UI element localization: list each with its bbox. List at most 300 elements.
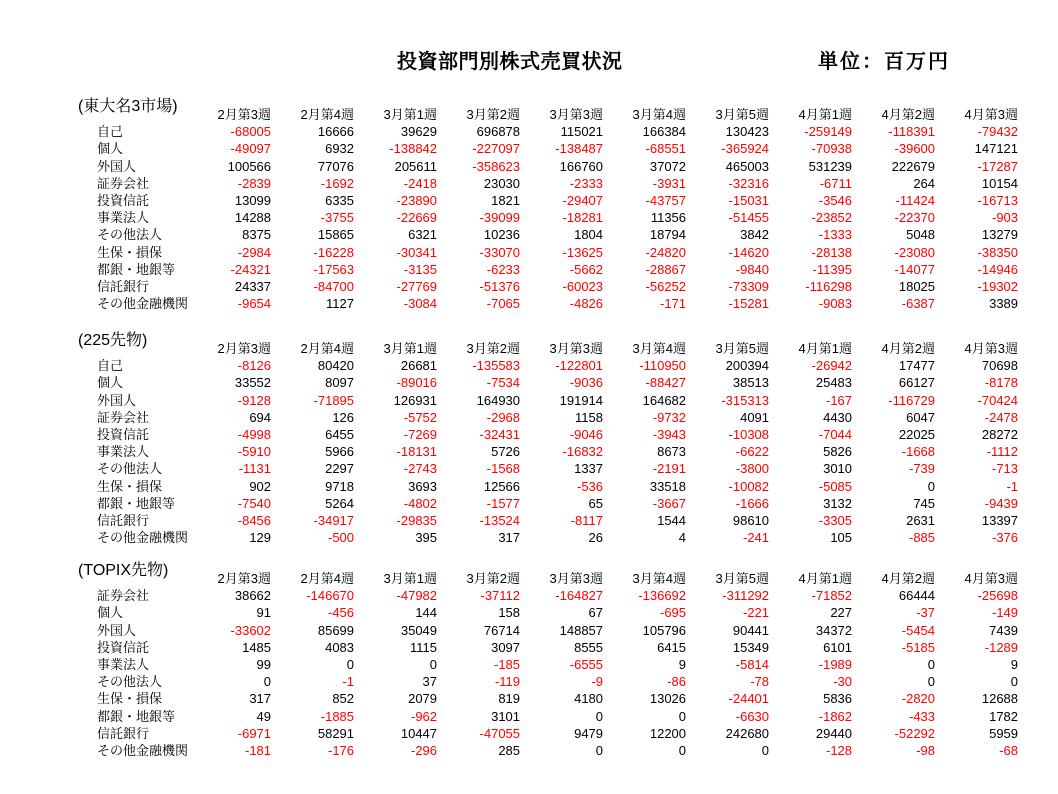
value-cell: 6047 — [906, 409, 936, 425]
value-cell: 395 — [415, 530, 438, 546]
value-cell: -9439 — [984, 495, 1019, 511]
value-cell: -1 — [342, 674, 355, 690]
value-cell: 25483 — [815, 375, 853, 391]
value-cell: -33602 — [230, 622, 272, 638]
value-cell: -6387 — [901, 296, 936, 312]
value-cell: -24321 — [230, 261, 272, 277]
week-header: 3月第1週 — [383, 107, 438, 122]
row-label: 投資信託 — [97, 639, 150, 655]
week-header: 4月第3週 — [964, 571, 1019, 586]
value-cell: 98610 — [732, 513, 770, 529]
value-cell: 8555 — [574, 639, 604, 655]
value-cell: -1568 — [486, 461, 521, 477]
value-cell: -536 — [576, 478, 604, 494]
value-cell: -2984 — [237, 244, 272, 260]
value-cell: 317 — [249, 691, 272, 707]
value-cell: 4091 — [740, 409, 770, 425]
table-row — [97, 443, 1020, 460]
value-cell: -8126 — [237, 358, 272, 374]
value-cell: -39600 — [894, 141, 936, 157]
value-cell: 144 — [415, 605, 438, 621]
value-cell: -68005 — [230, 124, 272, 140]
week-header: 3月第2週 — [466, 571, 521, 586]
value-cell: -14946 — [977, 261, 1019, 277]
section-label: (TOPIX先物) — [78, 562, 169, 579]
table-row — [97, 708, 1020, 725]
value-cell: 35049 — [400, 622, 438, 638]
value-cell: -358623 — [472, 158, 521, 174]
value-cell: -259149 — [804, 124, 853, 140]
table-row — [97, 656, 1020, 673]
value-cell: 1158 — [575, 409, 604, 425]
value-cell: -68 — [999, 743, 1019, 759]
row-label: 証券会社 — [97, 175, 150, 191]
value-cell: 4083 — [325, 639, 355, 655]
data-table — [97, 106, 1020, 312]
value-cell: -5454 — [901, 622, 936, 638]
value-cell: 33552 — [234, 375, 272, 391]
value-cell: -2478 — [984, 409, 1019, 425]
value-cell: -962 — [410, 708, 438, 724]
row-label: 都銀・地銀等 — [97, 495, 176, 511]
table-row — [97, 357, 1020, 374]
week-header: 3月第5週 — [715, 571, 770, 586]
value-cell: 6335 — [325, 193, 355, 209]
value-cell: 164930 — [476, 392, 521, 408]
row-label: 外国人 — [97, 158, 137, 174]
week-header: 2月第4週 — [300, 341, 355, 356]
value-cell: -903 — [991, 210, 1019, 226]
value-cell: -7269 — [403, 427, 438, 443]
value-cell: -43757 — [645, 193, 687, 209]
table-row — [97, 192, 1020, 209]
value-cell: -88427 — [645, 375, 687, 391]
value-cell: -68551 — [645, 141, 687, 157]
table-row — [97, 261, 1020, 278]
value-cell: 2079 — [408, 691, 438, 707]
value-cell: -149 — [991, 605, 1019, 621]
value-cell: 0 — [595, 708, 604, 724]
value-cell: 317 — [498, 530, 521, 546]
table-row — [97, 175, 1020, 192]
value-cell: 23030 — [483, 175, 521, 191]
value-cell: 148857 — [559, 622, 604, 638]
value-cell: -13524 — [479, 513, 521, 529]
value-cell: 15865 — [317, 227, 355, 243]
value-cell: -185 — [493, 657, 521, 673]
value-cell: 1115 — [410, 639, 438, 655]
week-header: 2月第4週 — [300, 571, 355, 586]
value-cell: 16666 — [317, 124, 355, 140]
value-cell: 164682 — [642, 392, 687, 408]
value-cell: 3389 — [989, 296, 1019, 312]
value-cell: -5662 — [569, 261, 604, 277]
value-cell: 22025 — [898, 427, 936, 443]
value-cell: -9654 — [237, 296, 272, 312]
value-cell: 9 — [1010, 657, 1019, 673]
value-cell: 58291 — [317, 725, 355, 741]
value-cell: 17477 — [898, 358, 936, 374]
value-cell: 28272 — [981, 427, 1019, 443]
week-header: 2月第4週 — [300, 107, 355, 122]
row-label: その他金融機関 — [97, 530, 189, 546]
value-cell: -47982 — [396, 588, 438, 604]
table-row — [97, 295, 1020, 312]
value-cell: -713 — [991, 461, 1019, 477]
table-row — [97, 742, 1020, 759]
table-row — [97, 478, 1020, 495]
value-cell: 3097 — [491, 639, 521, 655]
table-row — [97, 158, 1020, 175]
row-label: 信託銀行 — [97, 513, 150, 529]
value-cell: -19302 — [977, 279, 1019, 295]
value-cell: 37072 — [649, 158, 687, 174]
week-header: 3月第4週 — [632, 571, 687, 586]
value-cell: 18025 — [898, 279, 936, 295]
value-cell: 1782 — [989, 708, 1019, 724]
value-cell: 1804 — [574, 227, 604, 243]
value-cell: -84700 — [313, 279, 355, 295]
table-row — [97, 409, 1020, 426]
value-cell: -86 — [667, 674, 687, 690]
value-cell: -47055 — [479, 725, 521, 741]
week-header: 3月第5週 — [715, 341, 770, 356]
value-cell: -3755 — [320, 210, 355, 226]
row-label: 都銀・地銀等 — [97, 261, 176, 277]
table-row — [97, 426, 1020, 443]
data-table — [97, 340, 1020, 546]
week-header: 4月第1週 — [798, 107, 853, 122]
value-cell: -28867 — [645, 261, 687, 277]
value-cell: 66444 — [898, 588, 936, 604]
week-header: 4月第2週 — [881, 107, 936, 122]
value-cell: -2418 — [403, 175, 438, 191]
row-label: 自己 — [97, 358, 124, 374]
value-cell: -6622 — [735, 444, 770, 460]
value-cell: 465003 — [725, 158, 770, 174]
value-cell: -138842 — [389, 141, 438, 157]
value-cell: -9128 — [237, 392, 272, 408]
table-row — [97, 495, 1020, 512]
value-cell: -2820 — [901, 691, 936, 707]
value-cell: 5826 — [823, 444, 853, 460]
value-cell: 3101 — [491, 708, 521, 724]
value-cell: 5264 — [325, 495, 355, 511]
week-header: 4月第3週 — [964, 341, 1019, 356]
value-cell: 694 — [249, 409, 272, 425]
value-cell: 222679 — [891, 158, 936, 174]
value-cell: 38662 — [234, 588, 272, 604]
value-cell: -3943 — [652, 427, 687, 443]
row-label: 証券会社 — [97, 588, 150, 604]
value-cell: 105796 — [642, 622, 687, 638]
data-table — [97, 570, 1020, 759]
value-cell: 34372 — [815, 622, 853, 638]
value-cell: -116298 — [805, 279, 853, 295]
value-cell: -51455 — [728, 210, 770, 226]
value-cell: -22370 — [894, 210, 936, 226]
week-header: 3月第1週 — [383, 571, 438, 586]
row-label: 証券会社 — [97, 409, 150, 425]
value-cell: 0 — [1010, 674, 1019, 690]
value-cell: 902 — [249, 478, 272, 494]
value-cell: -23890 — [396, 193, 438, 209]
value-cell: -79432 — [977, 124, 1019, 140]
value-cell: 9 — [678, 657, 687, 673]
row-label: 個人 — [97, 605, 124, 621]
value-cell: -39099 — [479, 210, 521, 226]
value-cell: 0 — [927, 657, 936, 673]
value-cell: -89016 — [396, 375, 438, 391]
week-header: 3月第3週 — [549, 571, 604, 586]
value-cell: 227 — [830, 605, 853, 621]
value-cell: 7439 — [989, 622, 1019, 638]
value-cell: -122801 — [555, 358, 604, 374]
value-cell: 99 — [256, 657, 272, 673]
value-cell: 0 — [761, 743, 770, 759]
value-cell: -181 — [244, 743, 272, 759]
table-row — [97, 673, 1020, 690]
week-header: 4月第1週 — [798, 341, 853, 356]
value-cell: -1885 — [320, 708, 355, 724]
value-cell: -14077 — [894, 261, 936, 277]
value-cell: 13279 — [981, 227, 1019, 243]
row-label: 投資信託 — [97, 427, 150, 443]
value-cell: 2297 — [325, 461, 355, 477]
value-cell: -34917 — [313, 513, 355, 529]
value-cell: -3546 — [818, 193, 853, 209]
value-cell: -1862 — [818, 708, 853, 724]
value-cell: -171 — [659, 296, 687, 312]
value-cell: 1337 — [574, 461, 604, 477]
value-cell: -2333 — [569, 175, 604, 191]
value-cell: -33070 — [479, 244, 521, 260]
row-label: 投資信託 — [97, 193, 150, 209]
value-cell: -38350 — [977, 244, 1019, 260]
value-cell: -27769 — [396, 279, 438, 295]
value-cell: -136692 — [638, 588, 687, 604]
value-cell: 0 — [263, 674, 272, 690]
value-cell: 77076 — [317, 158, 355, 174]
value-cell: -695 — [659, 605, 687, 621]
value-cell: 126931 — [393, 392, 438, 408]
value-cell: -24820 — [645, 244, 687, 260]
value-cell: -9 — [591, 674, 604, 690]
row-label: 事業法人 — [97, 444, 150, 460]
table-row — [97, 604, 1020, 621]
value-cell: 91 — [256, 605, 272, 621]
value-cell: 33518 — [649, 478, 687, 494]
value-cell: 3842 — [740, 227, 770, 243]
week-header: 4月第2週 — [881, 571, 936, 586]
value-cell: -9083 — [818, 296, 853, 312]
value-cell: -1668 — [901, 444, 936, 460]
value-cell: 242680 — [725, 725, 770, 741]
week-header-row — [97, 106, 1020, 123]
value-cell: -241 — [742, 530, 770, 546]
value-cell: -78 — [750, 674, 770, 690]
row-label: 自己 — [97, 124, 124, 140]
value-cell: -885 — [908, 530, 936, 546]
value-cell: 90441 — [732, 622, 770, 638]
value-cell: 1485 — [242, 639, 272, 655]
table-row — [97, 639, 1020, 656]
value-cell: -116729 — [888, 392, 936, 408]
value-cell: -167 — [825, 392, 853, 408]
value-cell: -16713 — [977, 193, 1019, 209]
value-cell: 745 — [913, 495, 936, 511]
value-cell: 130423 — [725, 124, 770, 140]
value-cell: -23852 — [811, 210, 853, 226]
value-cell: 6101 — [823, 639, 853, 655]
value-cell: 10447 — [400, 725, 438, 741]
value-cell: 158 — [498, 605, 521, 621]
table-row — [97, 587, 1020, 604]
value-cell: -49097 — [230, 141, 272, 157]
section-label: (225先物) — [78, 332, 148, 349]
value-cell: -18131 — [396, 444, 438, 460]
row-label: 信託銀行 — [97, 725, 150, 741]
value-cell: 18794 — [649, 227, 687, 243]
row-label: 個人 — [97, 141, 124, 157]
value-cell: 65 — [588, 495, 604, 511]
value-cell: -4826 — [569, 296, 604, 312]
value-cell: -1131 — [238, 461, 272, 477]
value-cell: 166384 — [642, 124, 687, 140]
value-cell: 37 — [422, 674, 438, 690]
value-cell: 819 — [498, 691, 521, 707]
value-cell: 200394 — [725, 358, 770, 374]
row-label: 外国人 — [97, 622, 137, 638]
value-cell: -25698 — [977, 588, 1019, 604]
unit-label: 単位：百万円 — [818, 51, 950, 73]
value-cell: -5752 — [403, 409, 438, 425]
value-cell: -221 — [742, 605, 770, 621]
value-cell: -5814 — [735, 657, 770, 673]
value-cell: 10236 — [483, 227, 521, 243]
value-cell: -60023 — [562, 279, 604, 295]
value-cell: 3010 — [823, 461, 853, 477]
value-cell: -9840 — [735, 261, 770, 277]
value-cell: -739 — [908, 461, 936, 477]
value-cell: -26942 — [811, 358, 853, 374]
value-cell: -71895 — [313, 392, 355, 408]
value-cell: -10308 — [728, 427, 770, 443]
value-cell: -70424 — [977, 392, 1019, 408]
value-cell: 2631 — [906, 513, 936, 529]
value-cell: -6555 — [569, 657, 604, 673]
value-cell: -135583 — [472, 358, 521, 374]
value-cell: -2968 — [486, 409, 521, 425]
value-cell: 531239 — [808, 158, 853, 174]
value-cell: 14288 — [234, 210, 272, 226]
value-cell: -296 — [410, 743, 438, 759]
section-3 — [0, 557, 1058, 759]
value-cell: 24337 — [234, 279, 272, 295]
value-cell: 285 — [498, 743, 521, 759]
value-cell: 12200 — [649, 725, 687, 741]
value-cell: -1333 — [818, 227, 853, 243]
week-header: 3月第4週 — [632, 107, 687, 122]
value-cell: 129 — [249, 530, 272, 546]
value-cell: 13099 — [234, 193, 272, 209]
value-cell: -2839 — [237, 175, 272, 191]
value-cell: -110950 — [639, 358, 687, 374]
value-cell: -17287 — [977, 158, 1019, 174]
value-cell: -3084 — [403, 296, 438, 312]
row-label: 事業法人 — [97, 210, 150, 226]
table-row — [97, 622, 1020, 639]
value-cell: -176 — [327, 743, 355, 759]
value-cell: -119 — [494, 674, 521, 690]
value-cell: 191914 — [559, 392, 604, 408]
value-cell: -315313 — [721, 392, 770, 408]
value-cell: -3667 — [652, 495, 687, 511]
value-cell: 10154 — [981, 175, 1019, 191]
value-cell: -3800 — [735, 461, 770, 477]
week-header: 3月第1週 — [383, 341, 438, 356]
table-row — [97, 725, 1020, 742]
value-cell: -2743 — [403, 461, 438, 477]
value-cell: 76714 — [483, 622, 521, 638]
value-cell: -500 — [327, 530, 355, 546]
value-cell: 5726 — [491, 444, 521, 460]
value-cell: 26 — [588, 530, 604, 546]
row-label: その他法人 — [97, 461, 163, 477]
value-cell: 26681 — [400, 358, 438, 374]
value-cell: -3305 — [818, 513, 853, 529]
value-cell: 4180 — [574, 691, 604, 707]
value-cell: -15031 — [728, 193, 770, 209]
value-cell: -1692 — [320, 175, 355, 191]
value-cell: 80420 — [317, 358, 355, 374]
row-label: その他金融機関 — [97, 296, 189, 312]
value-cell: -29835 — [396, 513, 438, 529]
row-label: その他法人 — [97, 674, 163, 690]
row-label: 事業法人 — [97, 657, 150, 673]
value-cell: 3132 — [823, 495, 853, 511]
value-cell: -118391 — [888, 124, 936, 140]
row-label: その他法人 — [97, 227, 163, 243]
week-header: 3月第2週 — [466, 107, 521, 122]
table-row — [97, 374, 1020, 391]
value-cell: 8097 — [325, 375, 355, 391]
value-cell: -5185 — [901, 639, 936, 655]
value-cell: 38513 — [732, 375, 770, 391]
row-label: 外国人 — [97, 392, 137, 408]
value-cell: -456 — [327, 605, 355, 621]
value-cell: -128 — [825, 743, 853, 759]
value-cell: -6233 — [486, 261, 521, 277]
value-cell: -5085 — [818, 478, 853, 494]
value-cell: -29407 — [562, 193, 604, 209]
value-cell: 12566 — [483, 478, 521, 494]
value-cell: 4 — [678, 530, 687, 546]
value-cell: 852 — [332, 691, 355, 707]
week-header: 2月第3週 — [217, 107, 272, 122]
value-cell: -7044 — [818, 427, 853, 443]
value-cell: -3931 — [652, 175, 687, 191]
value-cell: -14620 — [728, 244, 770, 260]
value-cell: -4802 — [403, 495, 438, 511]
value-cell: -8456 — [237, 513, 272, 529]
row-label: 生保・損保 — [97, 478, 163, 494]
week-header-row — [97, 570, 1020, 587]
value-cell: -30341 — [396, 244, 438, 260]
value-cell: -1989 — [818, 657, 853, 673]
value-cell: 29440 — [815, 725, 853, 741]
value-cell: 0 — [678, 708, 687, 724]
